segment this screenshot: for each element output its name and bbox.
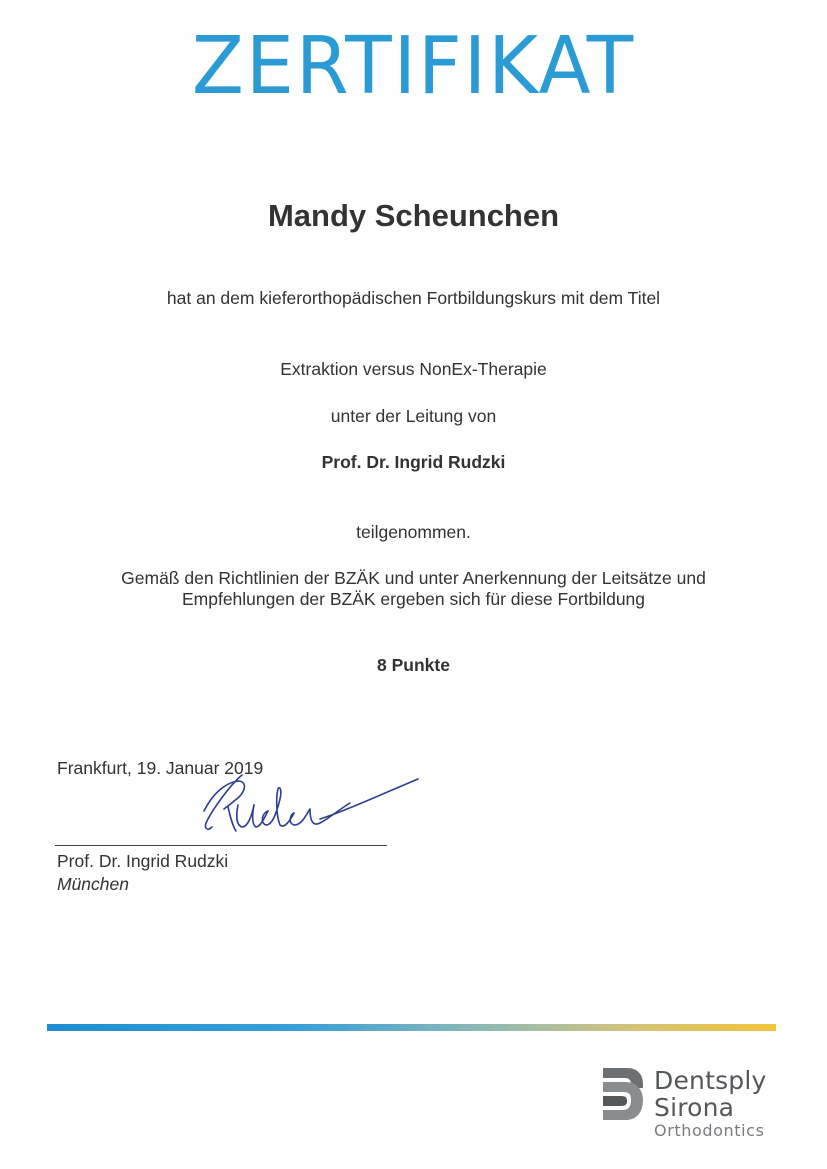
place-and-date: Frankfurt, 19. Januar 2019	[57, 758, 264, 778]
dentsply-sirona-s-mark-icon	[601, 1066, 645, 1122]
signer-city: München	[57, 874, 129, 894]
logo-line-sirona: Sirona	[654, 1093, 735, 1122]
brand-gradient-bar	[47, 1024, 776, 1031]
leadership-text: unter der Leitung von	[330, 406, 497, 426]
intro-text: hat an dem kieferorthopädischen Fortbildungskurs mit dem Titel	[166, 288, 661, 308]
dentsply-sirona-logo	[601, 1064, 791, 1144]
certificate-title-text: ZERTIFIKAT	[191, 19, 636, 112]
handwritten-signature	[190, 765, 430, 845]
guidelines-text	[0, 568, 827, 610]
lecturer-name: Prof. Dr. Ingrid Rudzki	[321, 452, 506, 472]
signature-line	[55, 845, 387, 846]
guidelines-line-2: Empfehlungen der BZÄK ergeben sich für diese Fortbildung	[181, 589, 646, 609]
logo-line-dentsply: Dentsply	[654, 1066, 767, 1095]
participated-text: teilgenommen.	[356, 522, 471, 542]
signer-name: Prof. Dr. Ingrid Rudzki	[57, 851, 229, 871]
recipient-name: Mandy Scheunchen	[267, 198, 560, 233]
course-title: Extraktion versus NonEx-Therapie	[280, 359, 547, 379]
guidelines-line-1: Gemäß den Richtlinien der BZÄK und unter Anerkennung der Leitsätze und	[121, 568, 706, 588]
certificate-title	[0, 19, 827, 112]
points-value: 8 Punkte	[377, 655, 450, 675]
logo-line-orthodontics: Orthodontics	[654, 1121, 765, 1140]
